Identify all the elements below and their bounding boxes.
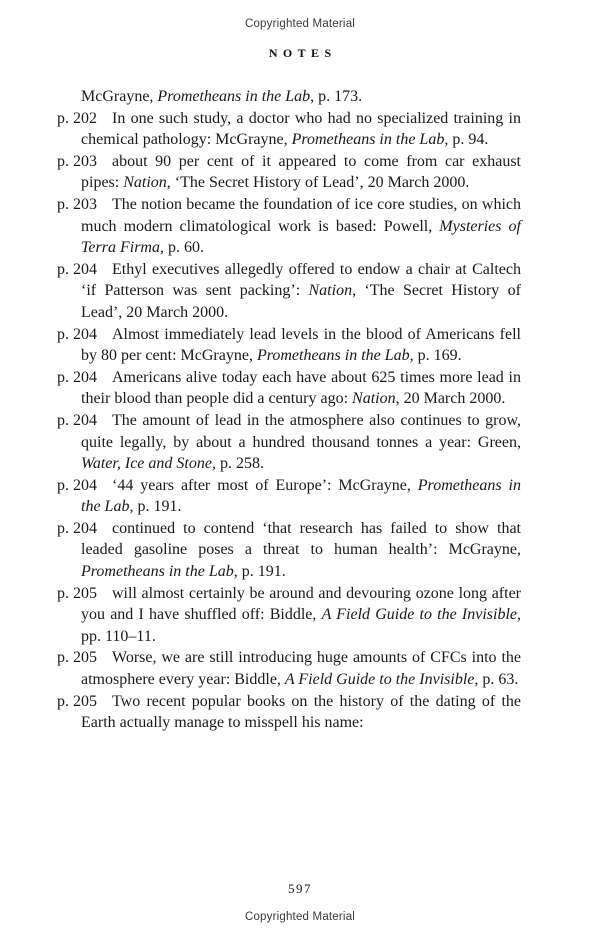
note-text: McGrayne,: [81, 88, 158, 105]
note-entry: [57, 583, 522, 648]
note-entry: [57, 410, 521, 475]
note-page-label: p. 205: [57, 584, 97, 602]
note-text: , 20 March 2000.: [395, 390, 506, 408]
note-entry: [57, 108, 521, 151]
note-entry: [57, 691, 521, 734]
note-text: , p. 63.: [474, 671, 519, 689]
note-page-label: p. 204: [57, 368, 97, 386]
work-title: Prometheans in the Lab: [256, 347, 410, 365]
work-title: Water, Ice and Stone: [81, 455, 212, 473]
note-text: The amount of lead in the atmosphere also continues to grow, quite legally, by about a hundred thousand tonnes a year: Green,: [81, 411, 521, 451]
note-page-label: p. 204: [57, 325, 97, 343]
note-text: , p. 258.: [211, 455, 264, 473]
note-entry: [57, 194, 521, 259]
note-text: , ‘The Secret History of Lead’, 20 March 2000.: [81, 282, 521, 321]
note-entry: [57, 367, 521, 410]
work-title: A Field Guide to the Invisible: [321, 606, 518, 624]
note-text: In one such study, a doctor who had no specialized training in chemical pathology: McGrayne,: [81, 109, 521, 149]
note-text: about 90 per cent of it appeared to come from car exhaust pipes:: [81, 152, 521, 192]
notes-section-header: NOTES: [268, 46, 337, 60]
note-text: Americans alive today each have about 625 times more lead in their blood than people did a century ago:: [81, 368, 521, 408]
note-text: , p. 60.: [159, 239, 204, 257]
note-text: Almost immediately lead levels in the blood of Americans fell by 80 per cent: McGrayne,: [81, 325, 521, 365]
note-page-label: p. 204: [57, 476, 97, 494]
note-text: The notion became the foundation of ice core studies, on which much modern climatological work is based: Powell,: [81, 195, 521, 235]
note-text: will almost certainly be around and devouring ozone long after you and I have shuffled off: Biddle,: [81, 584, 521, 624]
note-page-label: p. 205: [57, 692, 97, 710]
note-text: , p. 169.: [409, 347, 462, 365]
note-page-label: p. 202: [57, 109, 97, 127]
work-title: Prometheans in the Lab: [81, 563, 234, 581]
note-entry: [57, 324, 521, 367]
note-entry: [81, 86, 521, 108]
note-page-label: p. 204: [57, 519, 97, 537]
note-text: ‘44 years after most of Europe’: McGrayne,: [112, 476, 418, 494]
note-page-label: p. 203: [57, 152, 97, 170]
note-entry: [57, 647, 521, 690]
note-entry: [57, 259, 521, 324]
note-page-label: p. 204: [57, 260, 97, 278]
note-entry: [57, 151, 521, 194]
note-text: continued to contend ‘that research has failed to show that leaded gasoline poses a threat to human health’: McGrayne,: [81, 519, 521, 559]
work-title: Nation: [308, 282, 353, 300]
note-text: , p. 173.: [310, 88, 363, 105]
work-title: Prometheans in the Lab: [81, 476, 521, 516]
work-title: Nation: [123, 174, 167, 192]
note-text: , p. 191.: [233, 563, 286, 581]
work-title: A Field Guide to the Invisible: [284, 671, 475, 689]
work-title: Nation: [352, 390, 396, 408]
note-text: , pp. 110–11.: [81, 606, 522, 645]
work-title: Prometheans in the Lab: [291, 131, 445, 149]
note-entry: [57, 475, 521, 518]
copyright-watermark-top: Copyrighted Material: [244, 18, 356, 30]
note-page-label: p. 204: [57, 411, 97, 429]
notes-list: [57, 86, 522, 734]
note-page-label: p. 203: [57, 195, 97, 213]
note-text: , p. 191.: [129, 498, 182, 516]
note-text: , ‘The Secret History of Lead’, 20 March 2000.: [166, 174, 470, 192]
copyright-watermark-bottom: Copyrighted Material: [244, 911, 356, 923]
page-number: 597: [288, 881, 312, 896]
note-text: Worse, we are still introducing huge amounts of CFCs into the atmosphere every year: Biddle,: [81, 649, 521, 689]
note-text: Ethyl executives allegedly offered to endow a chair at Caltech ‘if Patterson was sent packing’:: [81, 260, 521, 300]
note-text: Two recent popular books on the history of the dating of the Earth actually manage to misspell his name:: [81, 692, 521, 732]
work-title: Prometheans in the Lab: [157, 88, 311, 105]
work-title: Mysteries of Terra Firma: [81, 217, 521, 257]
note-entry: [57, 518, 521, 583]
note-text: , p. 94.: [444, 131, 489, 149]
note-page-label: p. 205: [57, 649, 97, 667]
